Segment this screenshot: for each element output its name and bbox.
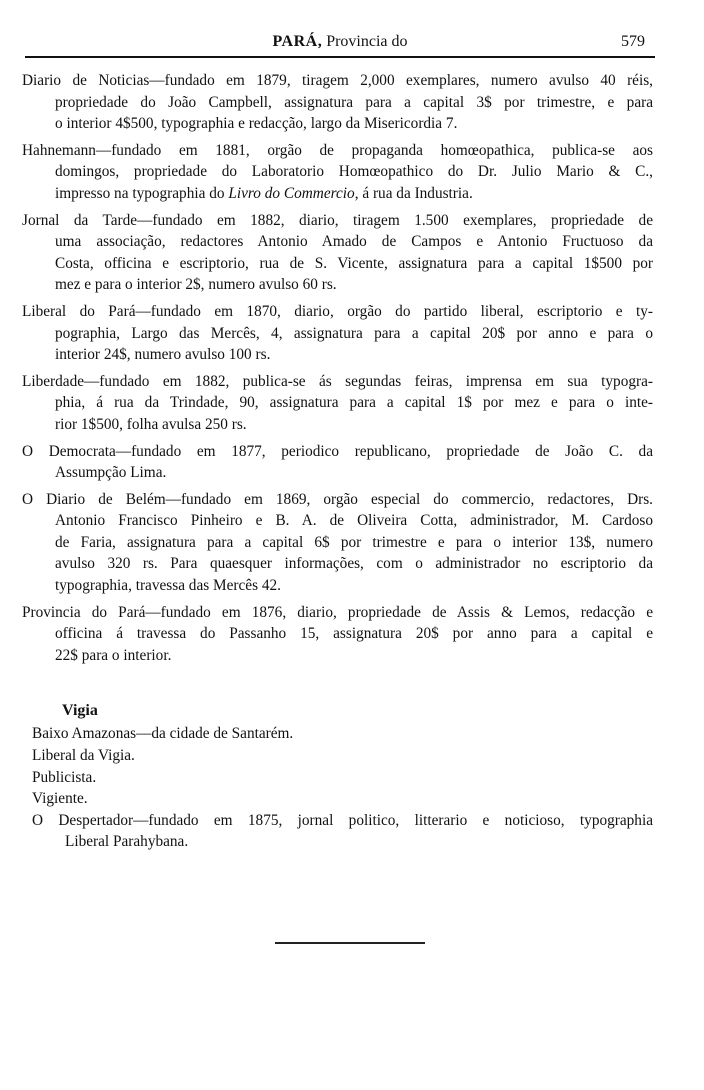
entry-line: phia, á rua da Trindade, 90, assignatura para a capital 1$ por mez e para o inte- <box>55 394 653 412</box>
newspaper-entry <box>22 745 653 767</box>
entry-line: 22$ para o interior. <box>55 646 172 664</box>
entry-line: officina á travessa do Passanho 15, assignatura 20$ por anno para a capital e <box>55 625 653 643</box>
entry-line: Liberal Parahybana. <box>65 833 189 851</box>
entry-line: Diario de Noticias—fundado em 1879, tiragem 2,000 exemplares, numero avulso 40 réis, <box>22 72 653 89</box>
entry-line: O Democrata—fundado em 1877, periodico republicano, propriedade de João C. da <box>22 442 653 460</box>
entry-line: rior 1$500, folha avulsa 250 rs. <box>55 415 247 433</box>
entry-line: interior 24$, numero avulso 100 rs. <box>55 346 271 364</box>
text-segment: , á rua da Industria. <box>354 184 473 202</box>
newspaper-entries <box>22 70 653 666</box>
running-header <box>25 33 655 55</box>
entry-line: mez e para o interior 2$, numero avulso 60 rs. <box>55 276 337 294</box>
entry-line: Vigiente. <box>32 790 88 808</box>
newspaper-entry <box>22 210 653 296</box>
newspaper-entry <box>22 788 653 810</box>
entry-line: Publicista. <box>32 768 97 786</box>
page-body <box>22 70 653 853</box>
entry-line <box>22 183 653 205</box>
newspaper-entry <box>22 489 653 597</box>
newspaper-entry <box>22 140 653 205</box>
newspaper-entry <box>22 602 653 667</box>
text-segment: impresso na typographia do <box>55 184 229 202</box>
entry-line: typographia, travessa das Mercês 42. <box>55 577 281 595</box>
newspaper-entry <box>22 767 653 789</box>
entry-line: Hahnemann—fundado em 1881, orgão de propaganda homœopathica, publica-se aos <box>22 141 653 159</box>
header-rule <box>25 56 655 58</box>
entry-line: Jornal da Tarde—fundado em 1882, diario, tiragem 1.500 exemplares, propriedade de <box>22 211 653 229</box>
section-heading: Vigia <box>62 702 98 720</box>
entry-line: Costa, officina e escriptorio, rua de S. Vicente, assignatura para a capital 1$500 por <box>55 254 653 272</box>
newspaper-entry <box>22 723 653 745</box>
newspaper-entry <box>22 371 653 436</box>
entry-line: Liberal da Vigia. <box>32 747 135 765</box>
entry-line: O Diario de Belém—fundado em 1869, orgão especial do commercio, redactores, Drs. <box>22 490 653 508</box>
header-title <box>25 33 655 51</box>
entry-line: domingos, propriedade do Laboratorio Homœopathico do Dr. Julio Mario & C., <box>55 163 653 181</box>
italic-title: Livro do Commercio <box>228 184 355 202</box>
entry-line: de Faria, assignatura para a capital 6$ por trimestre e para o interior 13$, numero <box>55 533 653 551</box>
newspaper-entry <box>22 301 653 366</box>
newspaper-entry <box>22 441 653 484</box>
entry-line: o interior 4$500, typographia e redacção, largo da Misericordia 7. <box>55 115 458 133</box>
entry-line: uma associação, redactores Antonio Amado de Campos e Antonio Fructuoso da <box>55 233 653 251</box>
newspaper-entry <box>22 810 653 853</box>
entry-line: Baixo Amazonas—da cidade de Santarém. <box>32 725 294 743</box>
entry-line: Liberal do Pará—fundado em 1870, diario, orgão do partido liberal, escriptorio e ty- <box>22 302 653 320</box>
entry-line: Provincia do Pará—fundado em 1876, diario, propriedade de Assis & Lemos, redacção e <box>22 603 653 621</box>
newspaper-entry <box>22 70 653 135</box>
entry-line: Assumpção Lima. <box>55 464 167 482</box>
header-title-rest: Provincia do <box>326 33 408 50</box>
entry-line: O Despertador—fundado em 1875, jornal politico, litterario e noticioso, typographia <box>32 811 653 829</box>
section-vigia <box>22 700 653 853</box>
vigia-entries <box>22 723 653 853</box>
entry-line: pographia, Largo das Mercês, 4, assignatura para a capital 20$ por anno e para o <box>55 324 653 342</box>
page-number: 579 <box>621 33 645 50</box>
entry-line: propriedade do João Campbell, assignatura para a capital 3$ por trimestre, e para <box>55 93 653 111</box>
entry-line: Antonio Francisco Pinheiro e B. A. de Oliveira Cotta, administrador, M. Cardoso <box>55 512 653 530</box>
header-title-bold: PARÁ, <box>272 33 323 50</box>
entry-line: Liberdade—fundado em 1882, publica-se ás segundas feiras, imprensa em sua typogra- <box>22 372 653 390</box>
end-rule <box>275 942 425 944</box>
entry-line: avulso 320 rs. Para quaesquer informações, com o administrador no escriptorio da <box>55 555 653 573</box>
